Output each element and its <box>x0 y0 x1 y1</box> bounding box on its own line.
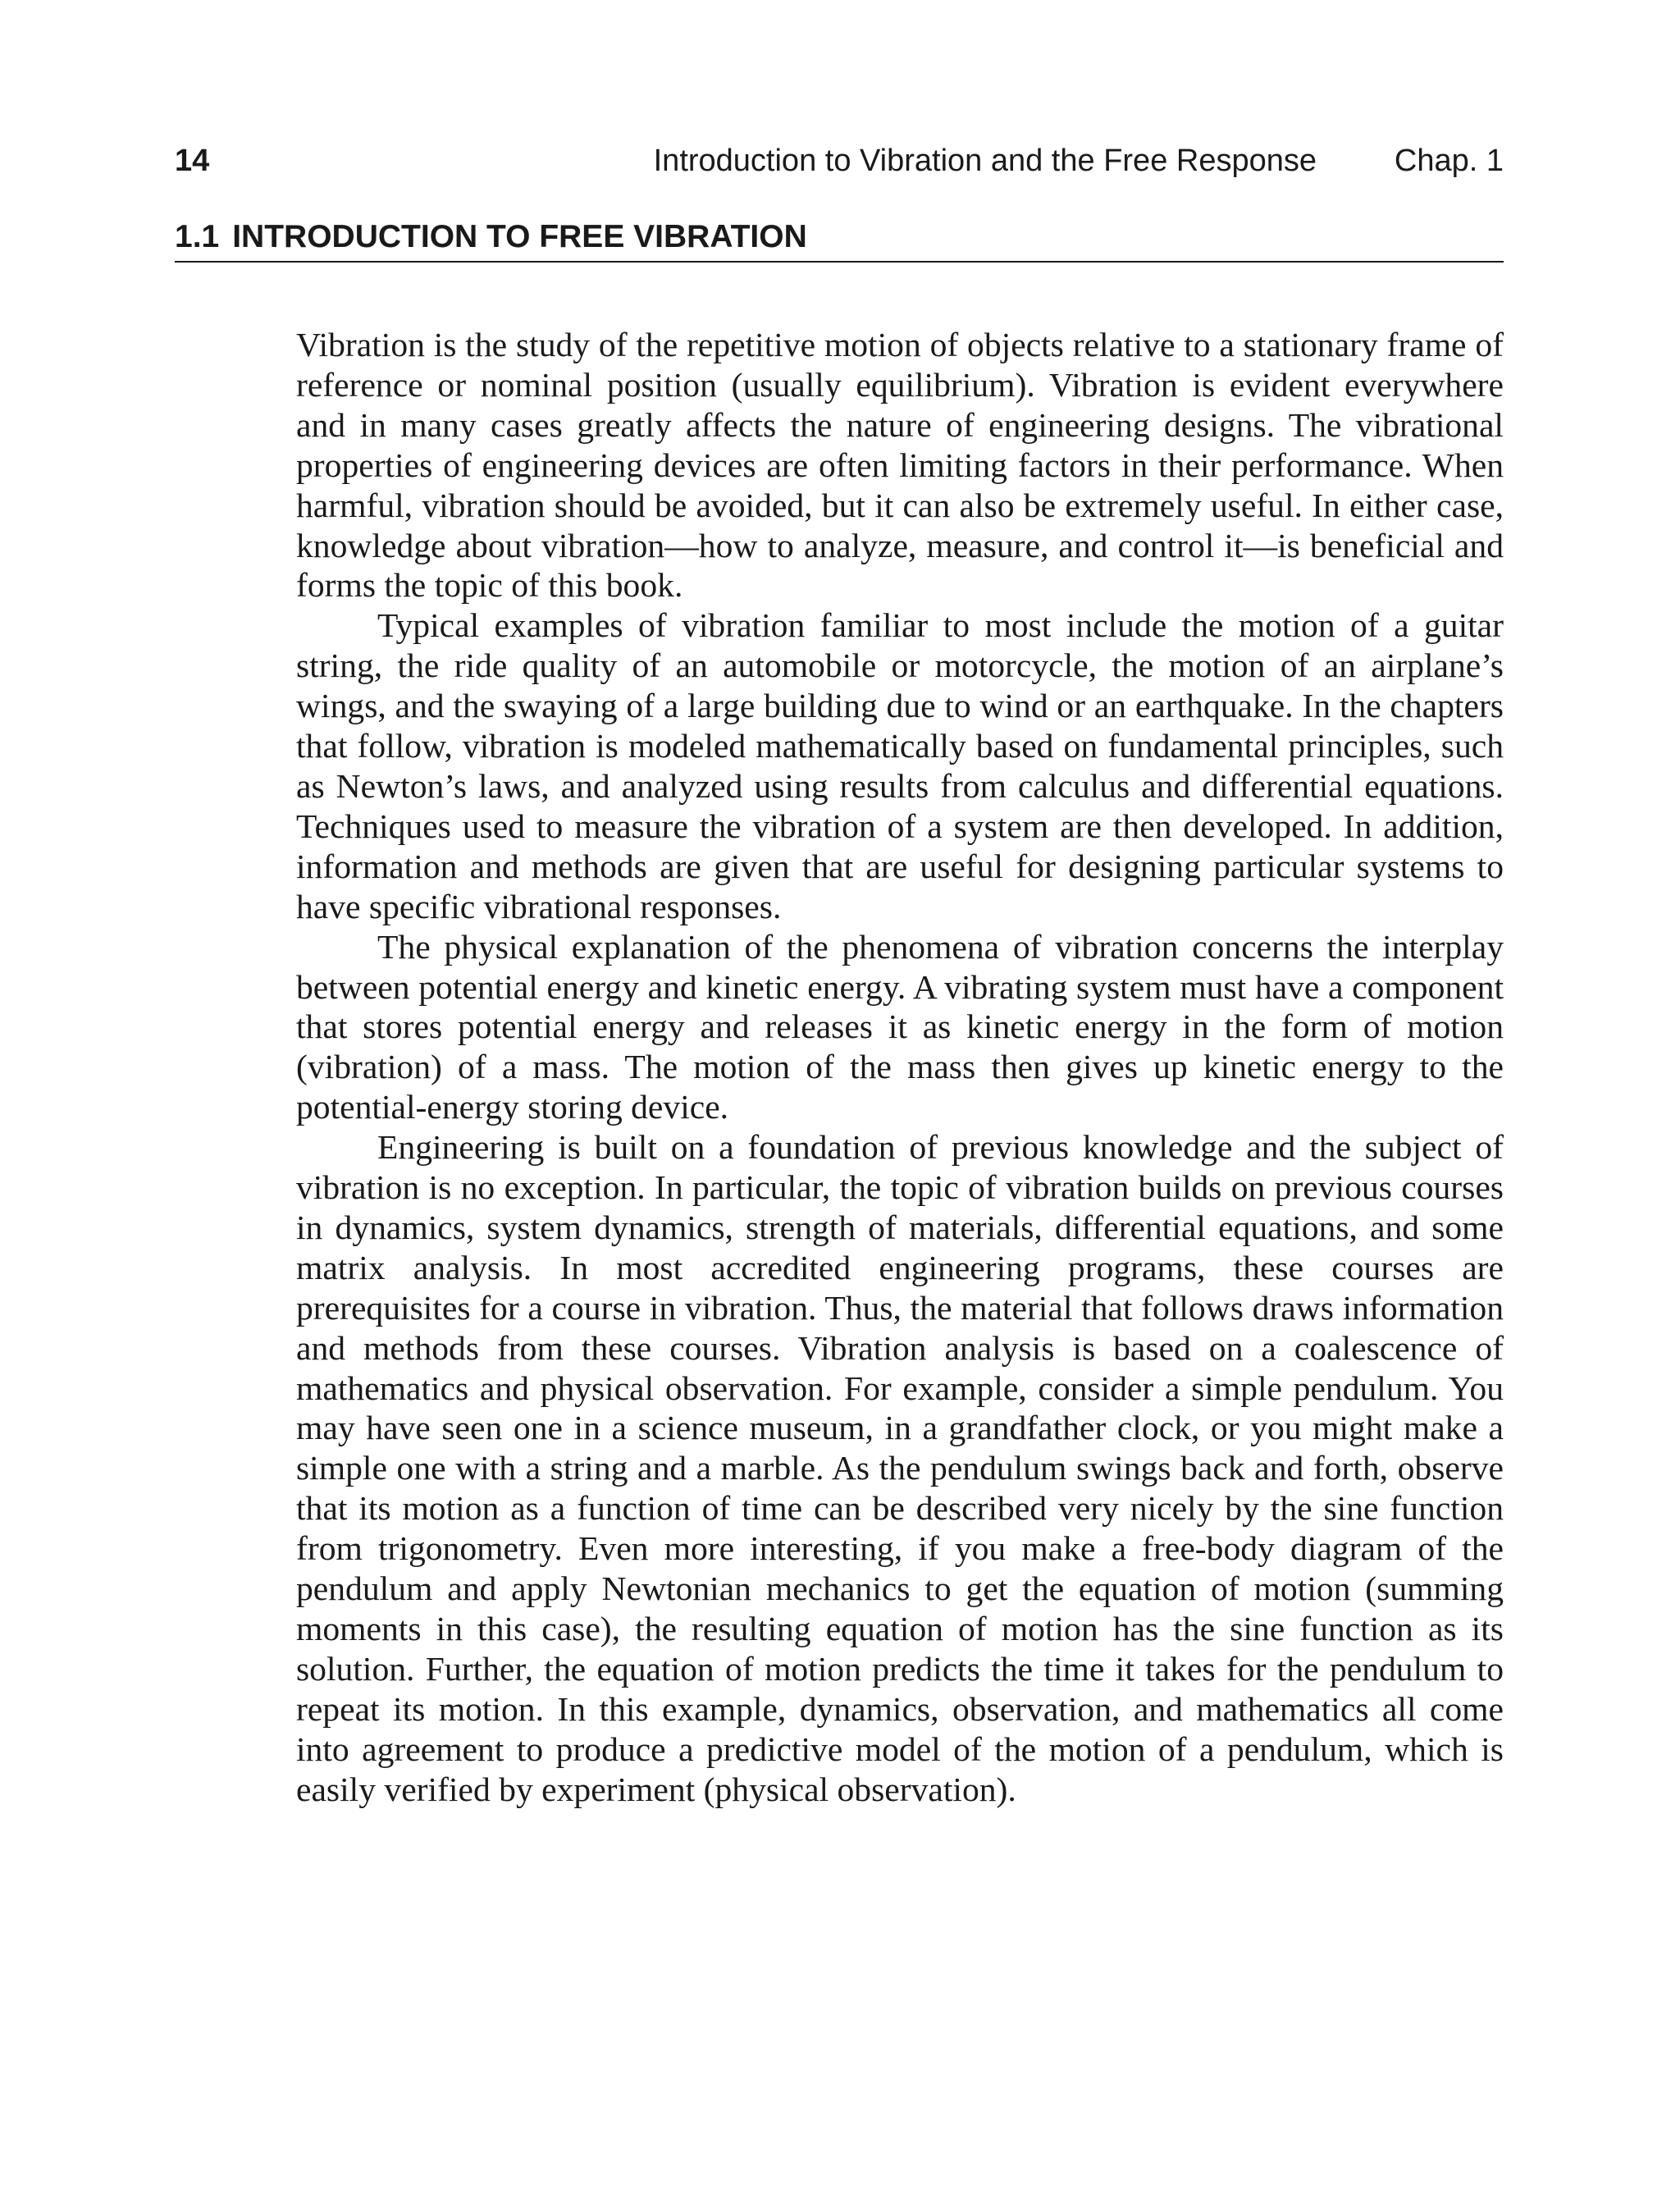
paragraph-1: Vibration is the study of the repetitive motion of objects relative to a stationary frame of reference or nominal position (usually equilibrium). Vibration is evident everywhere and in many cases greatly affects the nature of engineering designs. The vibrational properties of engineering devices are often limiting factors in their performance. When harmful, vibration should be avoided, but it can also be extremely useful. In either case, knowledge about vibration—how to analyze, measure, and control it—is beneficial and forms the topic of this book. <box>296 326 1504 605</box>
paragraph-3: The physical explanation of the phenomena of vibration concerns the interplay between potential energy and kinetic energy. A vibrating system must have a component that stores potential energy and releases it as kinetic energy in the form of motion (vibration) of a mass. The motion of the mass then gives up kinetic energy to the potential-energy storing device. <box>296 927 1504 1126</box>
body-text <box>296 325 1504 1810</box>
running-title: Introduction to Vibration and the Free Response <box>653 144 1317 178</box>
running-head <box>175 138 1504 184</box>
section-title: INTRODUCTION TO FREE VIBRATION <box>232 219 807 254</box>
paragraph-2: Typical examples of vibration familiar to most include the motion of a guitar string, the ride quality of an automobile or motorcycle, the motion of an airplane’s wings, and the swaying of a large building due to wind or an earthquake. In the chapters that follow, vibration is modeled mathematically based on fundamental principles, such as Newton’s laws, and analyzed using results from calculus and differential equations. Techniques used to measure the vibration of a system are then developed. In addition, information and methods are given that are useful for designing particular systems to have specific vibrational responses. <box>296 606 1504 925</box>
page-number: 14 <box>175 144 210 178</box>
section-heading <box>175 215 1504 263</box>
chapter-label: Chap. 1 <box>1394 144 1504 178</box>
paragraph-4: Engineering is built on a foundation of previous knowledge and the subject of vibration is no exception. In particular, the topic of vibration builds on previous courses in dynamics, system dynamics, strength of materials, differential equations, and some matrix analysis. In most accredited engineering programs, these courses are prerequisites for a course in vibration. Thus, the material that follows draws information and methods from these courses. Vibration analysis is based on a coalescence of mathematics and physical observation. For example, consider a simple pendulum. You may have seen one in a science museum, in a grandfather clock, or you might make a simple one with a string and a marble. As the pendulum swings back and forth, observe that its motion as a function of time can be described very nicely by the sine function from trigonometry. Even more interesting, if you make a free-body diagram of the pendulum and apply Newtonian mechanics to get the equation of motion (summing moments in this case), the resulting equation of motion has the sine function as its solution. Further, the equation of motion predicts the time it takes for the pendulum to repeat its motion. In this example, dynamics, observation, and mathematics all come into agreement to produce a predictive model of the motion of a pendulum, which is easily verified by experiment (physical observation). <box>296 1128 1504 1808</box>
section-number: 1.1 <box>175 219 220 254</box>
